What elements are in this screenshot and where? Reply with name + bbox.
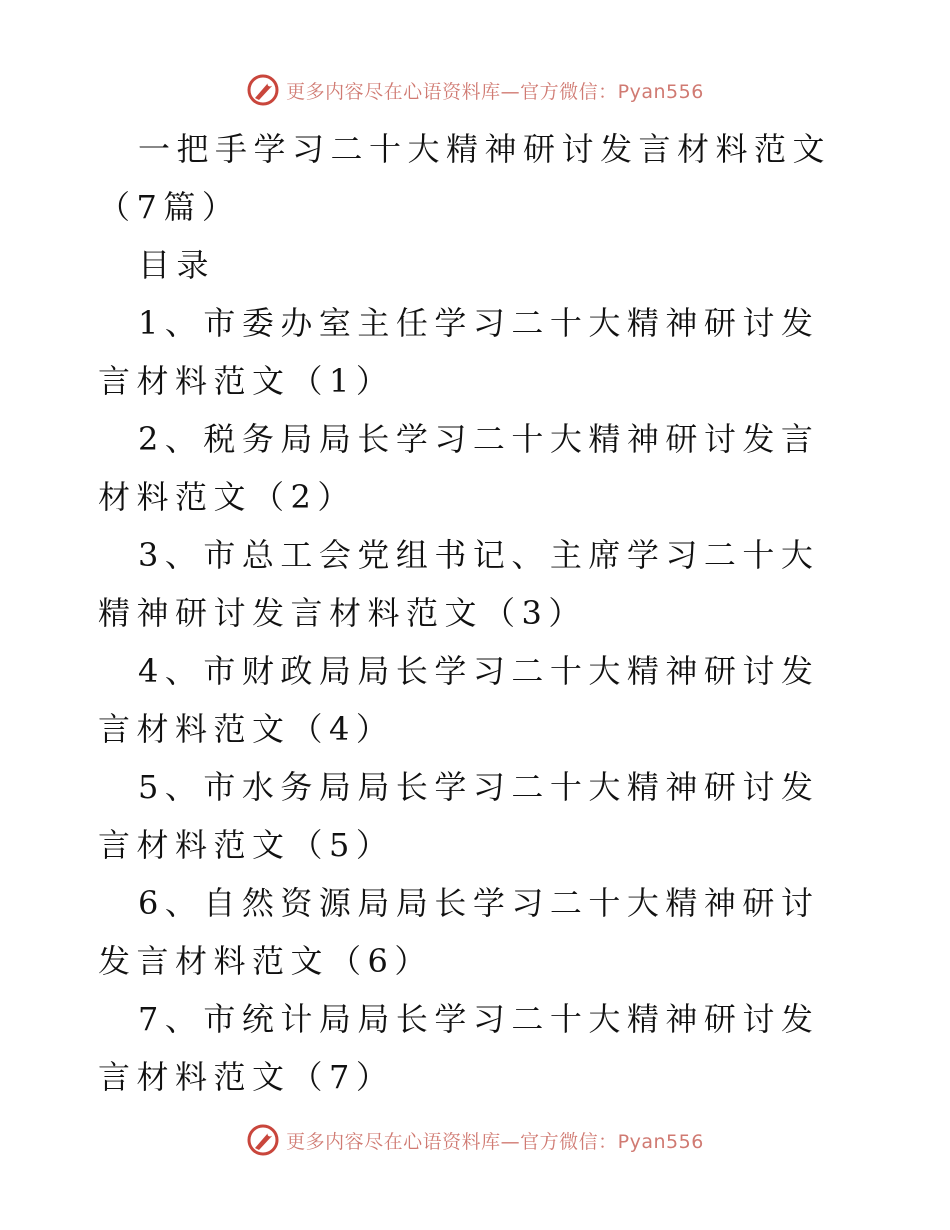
- toc-item: 5、市水务局局长学习二十大精神研讨发言材料范文（5）: [98, 768, 820, 864]
- pen-logo-icon: [246, 1123, 280, 1157]
- toc-heading: 目录: [138, 246, 216, 284]
- watermark-footer: [0, 1120, 950, 1160]
- watermark-text: 更多内容尽在心语资料库—官方微信：Pyan556: [286, 1130, 704, 1153]
- toc-item: 3、市总工会党组书记、主席学习二十大精神研讨发言材料范文（3）: [98, 536, 820, 632]
- document-body: [98, 120, 838, 1106]
- toc-item: 4、市财政局局长学习二十大精神研讨发言材料范文（4）: [98, 652, 820, 748]
- watermark-text: 更多内容尽在心语资料库—官方微信：Pyan556: [286, 80, 704, 103]
- toc-item: 2、税务局局长学习二十大精神研讨发言材料范文（2）: [98, 420, 820, 516]
- toc-item: 7、市统计局局长学习二十大精神研讨发言材料范文（7）: [98, 1000, 820, 1096]
- toc-item: 6、自然资源局局长学习二十大精神研讨发言材料范文（6）: [98, 884, 820, 980]
- document-title: 一把手学习二十大精神研讨发言材料范文（7篇）: [98, 130, 832, 226]
- watermark-header: [0, 70, 950, 110]
- toc-item: 1、市委办室主任学习二十大精神研讨发言材料范文（1）: [98, 304, 820, 400]
- pen-logo-icon: [246, 73, 280, 107]
